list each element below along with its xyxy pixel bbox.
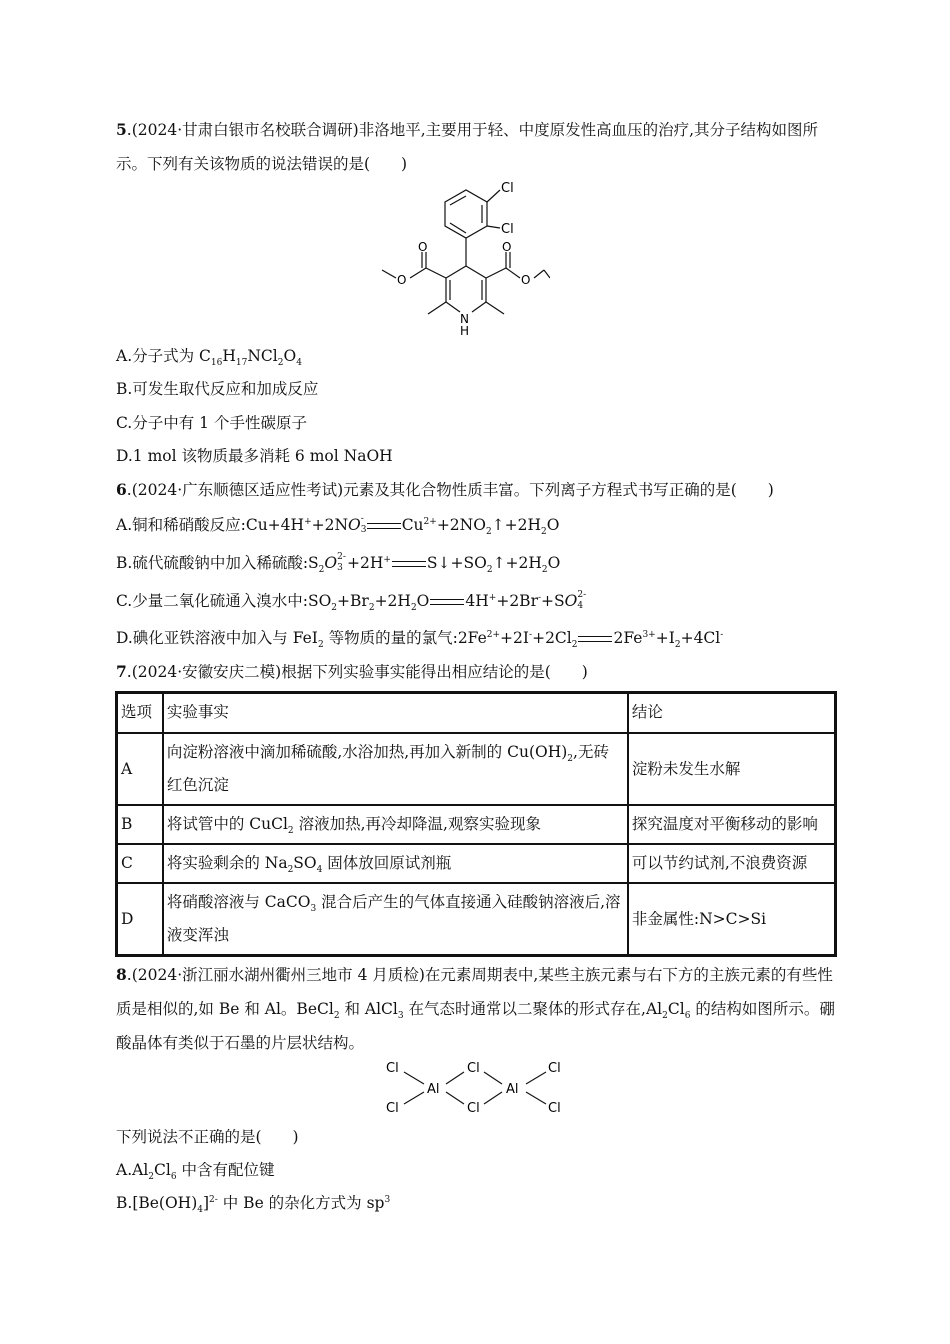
q5-stem-text: .(2024·甘肃白银市名校联合调研)非洛地平,主要用于轻、中度原发性高血压的治疗,其分子结构如图所示。下列有关该物质的说法错误的是( ) (116, 121, 819, 173)
row-option: B (117, 805, 163, 844)
row-option: A (117, 733, 163, 805)
q8-prompt: 下列说法不正确的是( ) (116, 1128, 299, 1146)
q6-option-d: D.碘化亚铁溶液中加入与 FeI$_2$ 等物质的量的氯气$:2Fe^{2+}+2I^-+2Cl_2$ $2Fe^{3+}+I_2+4Cl^-$ (116, 629, 724, 651)
table-header-row (117, 693, 836, 734)
equals-arrow-icon (578, 636, 612, 642)
equals-arrow-icon (392, 561, 426, 567)
q5-o-label-4: O (521, 273, 531, 287)
cl-atom: Cl (548, 1101, 561, 1116)
row-conclusion: 淀粉未发生水解 (628, 733, 836, 805)
q8-al2cl6-structure (380, 1056, 580, 1120)
row-fact: 将实验剩余的 $Na_2SO_4$ 固体放回原试剂瓶 (163, 844, 628, 883)
q6-option-c: C.少量二氧化硫通入溴水中$:SO_2+Br_2+2H_2O$ 4H++2Br-+SO 2- 4 (116, 590, 587, 614)
row-conclusion: 非金属性:N>C>Si (628, 883, 836, 956)
al-atom: Al (506, 1082, 519, 1097)
q7-experiment-table (115, 691, 837, 957)
q5-cl-label-1: Cl (501, 181, 514, 196)
header-fact: 实验事实 (163, 693, 628, 734)
cl-atom: Cl (467, 1061, 480, 1076)
q6-stem: 6.(2024·广东顺德区适应性考试)元素及其化合物性质丰富。下列离子方程式书写正确的是( ) (116, 480, 774, 499)
q6-option-b: B.硫代硫酸钠中加入稀硫酸$:S_2O$ 2- 3 +2H+ $S↓+SO_2↑+2H_2O$ (116, 552, 561, 576)
row-conclusion: 可以节约试剂,不浪费资源 (628, 844, 836, 883)
q8-stem: 8.(2024·浙江丽水湖州衢州三地市 4 月质检)在元素周期表中,某些主族元素与右下方的主族元素的有些性质是相似的,如 Be 和 Al。BeCl$_2$ 和 AlCl$_3$ 在气态时通常以二聚体的形式存在$,Al_2Cl_6$ 的结构如图所示。硼酸晶体有类似于石墨的片层状结构。 (116, 965, 835, 1052)
q5-n-label: N (460, 312, 469, 326)
q8-option-a: $A.Al_2Cl_6$ 中含有配位键 (116, 1161, 275, 1183)
q5-cl-label-2: Cl (501, 222, 514, 237)
cl-atom: Cl (467, 1101, 480, 1116)
q5-molecule-structure (370, 178, 550, 338)
q5-option-a: A.分子式为 $C_{16}H_{17}NCl_2O_4$ (116, 347, 302, 369)
q5-option-b: B.可发生取代反应和加成反应 (116, 380, 319, 398)
q8-option-b: $B.[Be(OH)_4]^{2-}$ 中 Be 的杂化方式为 $sp^3$ (116, 1194, 391, 1216)
row-option: D (117, 883, 163, 956)
table-row (117, 805, 836, 844)
header-conclusion: 结论 (628, 693, 836, 734)
q5-number: 5 (116, 120, 127, 139)
table-row (117, 844, 836, 883)
row-option: C (117, 844, 163, 883)
row-fact: 将硝酸溶液与 CaCO$_3$ 混合后产生的气体直接通入硅酸钠溶液后,溶液变浑浊 (163, 883, 628, 956)
row-conclusion: 探究温度对平衡移动的影响 (628, 805, 836, 844)
row-fact: 将试管中的 CuCl$_2$ 溶液加热,再冷却降温,观察实验现象 (163, 805, 628, 844)
al-atom: Al (427, 1082, 440, 1097)
q5-h-label: H (460, 324, 470, 338)
cl-atom: Cl (386, 1061, 399, 1076)
q5-stem (116, 113, 831, 181)
q6-option-a: A.铜和稀硝酸反应:Cu+4H++2NO - 3 $Cu^{2+}+2NO_2↑+2H_2O$ (116, 514, 560, 538)
row-fact: 向淀粉溶液中滴加稀硫酸,水浴加热,再加入新制的 $Cu(OH)_2$,无砖红色沉淀 (163, 733, 628, 805)
q5-o-label-3: O (502, 240, 512, 254)
q5-o-label-1: O (418, 240, 428, 254)
cl-atom: Cl (548, 1061, 561, 1076)
equals-arrow-icon (430, 599, 464, 605)
q5-option-c: C.分子中有 1 个手性碳原子 (116, 414, 307, 432)
equals-arrow-icon (367, 523, 401, 529)
header-option: 选项 (117, 693, 163, 734)
q5-o-label-2: O (397, 273, 407, 287)
table-row (117, 883, 836, 956)
q5-option-d: D.1 mol 该物质最多消耗 6 mol NaOH (116, 447, 393, 465)
cl-atom: Cl (386, 1101, 399, 1116)
table-row (117, 733, 836, 805)
q7-stem: 7.(2024·安徽安庆二模)根据下列实验事实能得出相应结论的是( ) (116, 662, 588, 681)
